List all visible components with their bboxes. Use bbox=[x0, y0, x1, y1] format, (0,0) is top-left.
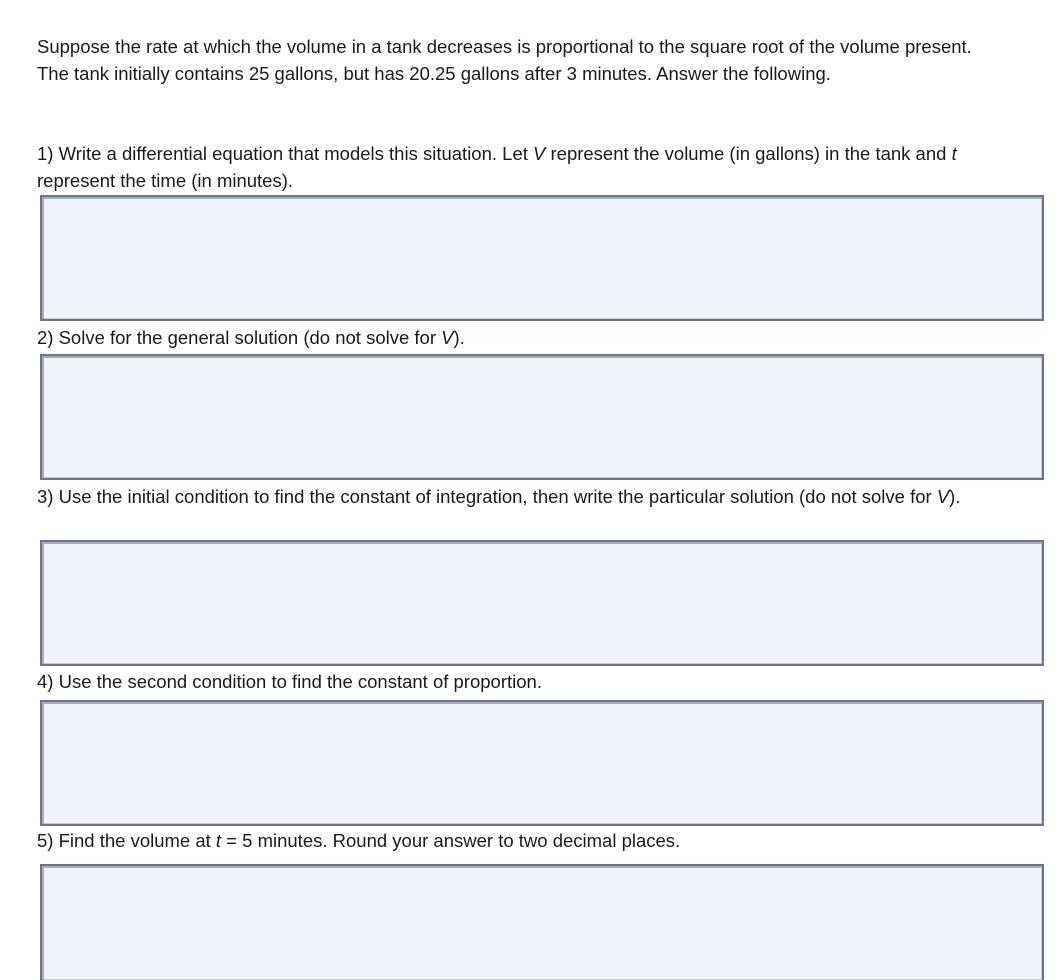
answer-box-3[interactable] bbox=[40, 540, 1044, 666]
question-5-text-a: 5) Find the volume at bbox=[37, 830, 216, 851]
question-3-prompt bbox=[37, 484, 987, 511]
question-1-prompt bbox=[37, 141, 957, 194]
question-2-text-a: 2) Solve for the general solution (do not solve for bbox=[37, 327, 442, 348]
question-1-var-v: V bbox=[533, 143, 546, 164]
question-5-text-b: = 5 minutes. Round your answer to two decimal places. bbox=[221, 830, 681, 851]
question-1-text-a: 1) Write a differential equation that models this situation. Let bbox=[37, 143, 534, 164]
question-2-var-v: V bbox=[441, 327, 454, 348]
question-1-var-t: t bbox=[951, 143, 957, 164]
question-4-prompt: 4) Use the second condition to find the constant of proportion. bbox=[37, 671, 542, 692]
question-5-prompt bbox=[37, 828, 997, 855]
question-3-var-v: V bbox=[936, 486, 950, 507]
question-2-prompt bbox=[37, 325, 997, 352]
problem-intro: Suppose the rate at which the volume in a tank decreases is proportional to the square root of the volume present. The tank initially contains 25 gallons, but has 20.25 gallons after 3 minutes. Answer the following. bbox=[37, 36, 972, 84]
question-3-text-a: 3) Use the initial condition to find the constant of integration, then write the particular solution (do not solve for bbox=[37, 486, 937, 507]
answer-box-2[interactable] bbox=[40, 354, 1044, 480]
question-1-text-b: represent the volume (in gallons) in the tank and bbox=[545, 143, 952, 164]
answer-box-5[interactable] bbox=[40, 864, 1044, 980]
question-1-text-c: represent the time (in minutes). bbox=[37, 169, 294, 191]
answer-box-4[interactable] bbox=[40, 700, 1044, 826]
answer-box-1[interactable] bbox=[40, 195, 1044, 321]
question-3-text-b: ). bbox=[949, 486, 961, 507]
question-5-var-t: t bbox=[215, 830, 222, 851]
question-2-text-b: ). bbox=[453, 327, 465, 348]
